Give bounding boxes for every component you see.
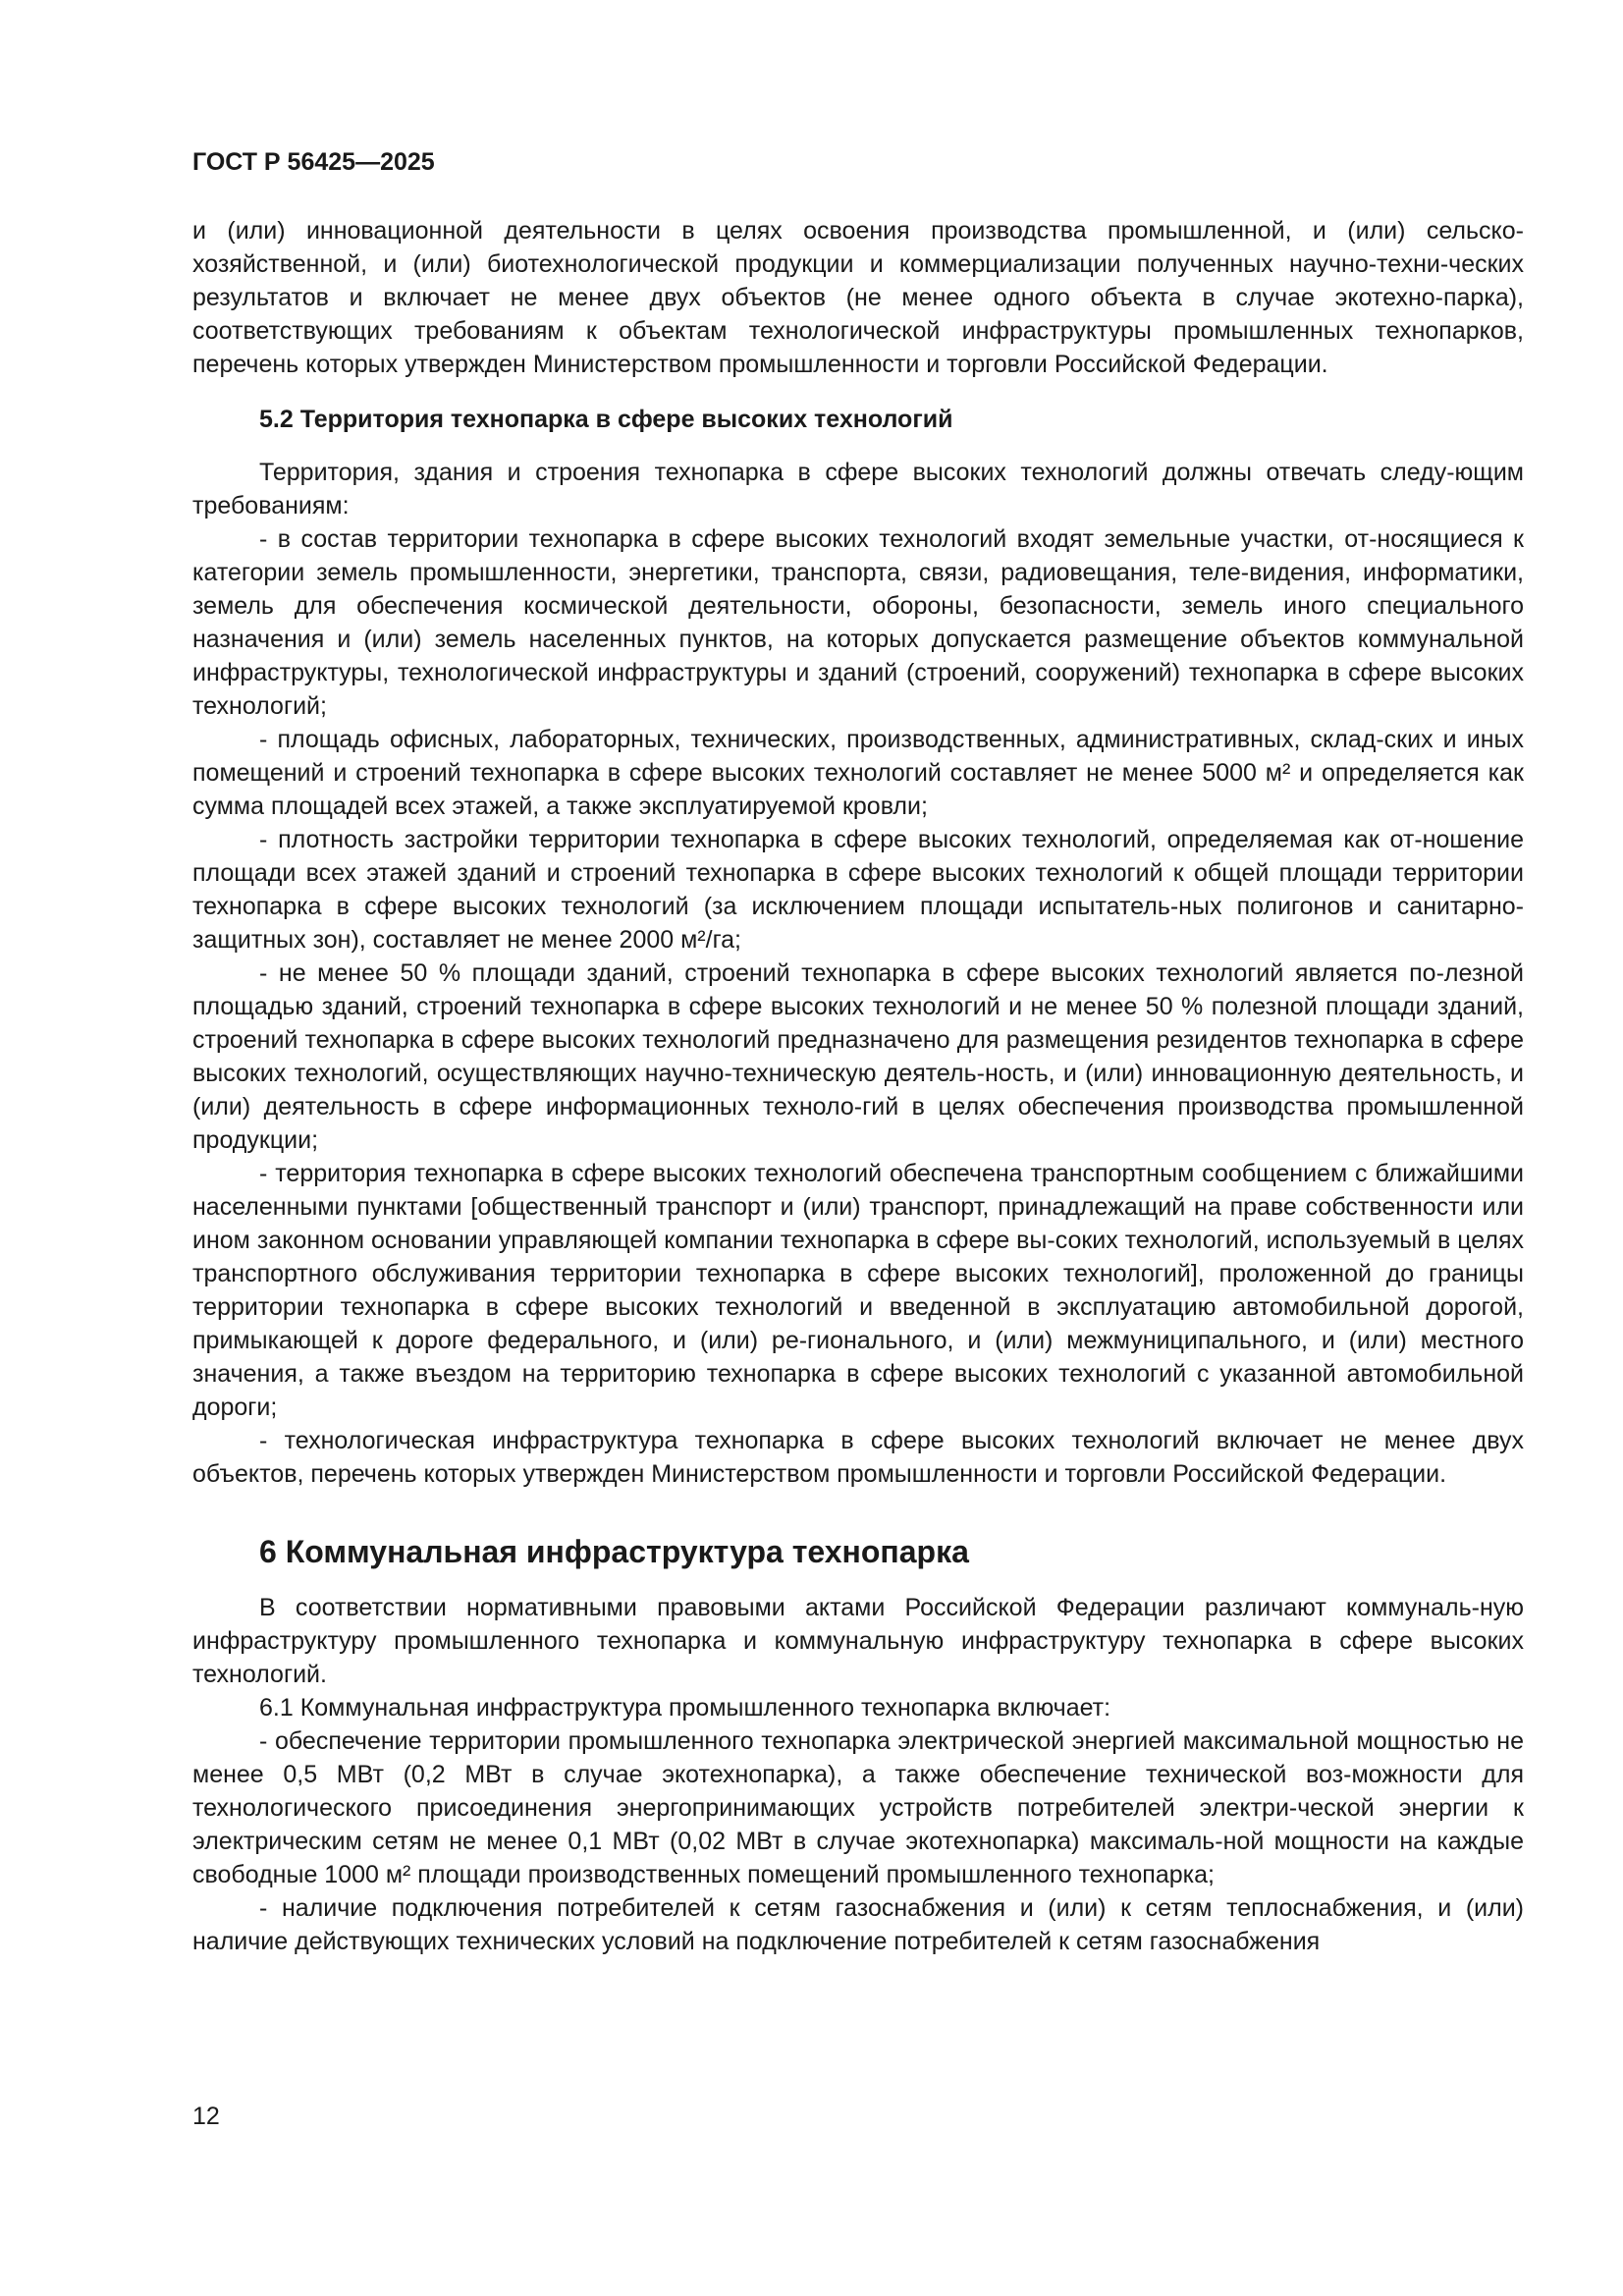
- section-6-paragraph: В соответствии нормативными правовыми актами Российской Федерации различают коммуналь-ную инфраструктуру промышленного технопарка и коммунальную инфраструктуру технопарка в сфере высоких технологий.: [192, 1594, 1524, 1688]
- section-5-2-paragraph: - не менее 50 % площади зданий, строений технопарка в сфере высоких технологий является по-лезной площадью зданий, строений технопарка в сфере высоких технологий и не менее 50 % полезной площади зданий, строений технопарка в сфере высоких технологий предназначено для размещения резидентов технопарка в сфере высоких технологий, осуществляющих научно-техническую деятель-ность, и (или) инновационную деятельность, и (или) деятельность в сфере информационных техноло-гий в целях обеспечения производства промышленной продукции;: [192, 959, 1524, 1154]
- section-5-2-paragraph: Территория, здания и строения технопарка в сфере высоких технологий должны отвечать следу-ющим требованиям:: [192, 459, 1524, 519]
- section-5-2-paragraph: - плотность застройки территории технопарка в сфере высоких технологий, определяемая как от-ношение площади всех этажей зданий и строений технопарка в сфере высоких технологий к общей площади территории технопарка в сфере высоких технологий (за исключением площади испытатель-ных полигонов и санитарно-защитных зон), составляет не менее 2000 м²/га;: [192, 826, 1524, 954]
- section-5-2-paragraph: - технологическая инфраструктура технопарка в сфере высоких технологий включает не менее двух объектов, перечень которых утвержден Министерством промышленности и торговли Российской Федерации.: [192, 1427, 1524, 1488]
- section-5-2-paragraph: - в состав территории технопарка в сфере высоких технологий входят земельные участки, от-носящиеся к категории земель промышленности, энергетики, транспорта, связи, радиовещания, теле-видения, информатики, земель для обеспечения космической деятельности, обороны, безопасности, земель иного специального назначения и (или) земель населенных пунктов, на которых допускается размещение объектов коммунальной инфраструктуры, технологической инфраструктуры и зданий (строений, сооружений) технопарка в сфере высоких технологий;: [192, 525, 1524, 720]
- page-number: 12: [192, 2103, 220, 2130]
- document-page: [192, 147, 1524, 1958]
- section-5-2-paragraph: - площадь офисных, лабораторных, технических, производственных, административных, склад-ских и иных помещений и строений технопарка в сфере высоких технологий составляет не менее 5000 м² и определяется как сумма площадей всех этажей, а также эксплуатируемой кровли;: [192, 726, 1524, 820]
- section-5-2-title: 5.2 Территория технопарка в сфере высоких технологий: [259, 406, 953, 433]
- section-6-paragraph: - наличие подключения потребителей к сетям газоснабжения и (или) к сетям теплоснабжения, и (или) наличие действующих технических условий на подключение потребителей к сетям газоснабжения: [192, 1894, 1524, 1955]
- intro-paragraph: и (или) инновационной деятельности в целях освоения производства промышленной, и (или) сельско-хозяйственной, и (или) биотехнологической продукции и коммерциализации полученных научно-техни-ческих результатов и включает не менее двух объектов (не менее одного объекта в случае экотехно-парка), соответствующих требованиям к объектам технологической инфраструктуры промышленных технопарков, перечень которых утвержден Министерством промышленности и торговли Российской Федерации.: [192, 217, 1524, 378]
- document-header: ГОСТ Р 56425—2025: [192, 148, 435, 176]
- section-6-paragraph: - обеспечение территории промышленного технопарка электрической энергией максимальной мощностью не менее 0,5 МВт (0,2 МВт в случае экотехнопарка), а также обеспечение технической воз-можности для технологического присоединения энергопринимающих устройств потребителей электри-ческой энергии к электрическим сетям не менее 0,1 МВт (0,02 МВт в случае экотехнопарка) максималь-ной мощности на каждые свободные 1000 м² площади производственных помещений промышленного технопарка;: [192, 1727, 1524, 1888]
- section-6-title: 6 Коммунальная инфраструктура технопарка: [259, 1534, 969, 1569]
- section-5-2-paragraph: - территория технопарка в сфере высоких технологий обеспечена транспортным сообщением с ближайшими населенными пунктами [общественный транспорт и (или) транспорт, принадлежащий на праве собственности или ином законном основании управляющей компании технопарка в сфере вы-соких технологий, используемый в целях транспортного обслуживания территории технопарка в сфере высоких технологий], проложенной до границы территории технопарка в сфере высоких технологий и введенной в эксплуатацию автомобильной дорогой, примыкающей к дороге федерального, и (или) ре-гионального, и (или) межмуниципального, и (или) местного значения, а также въездом на территорию технопарка в сфере высоких технологий с указанной автомобильной дороги;: [192, 1160, 1524, 1421]
- section-6-paragraph: 6.1 Коммунальная инфраструктура промышленного технопарка включает:: [259, 1694, 1111, 1722]
